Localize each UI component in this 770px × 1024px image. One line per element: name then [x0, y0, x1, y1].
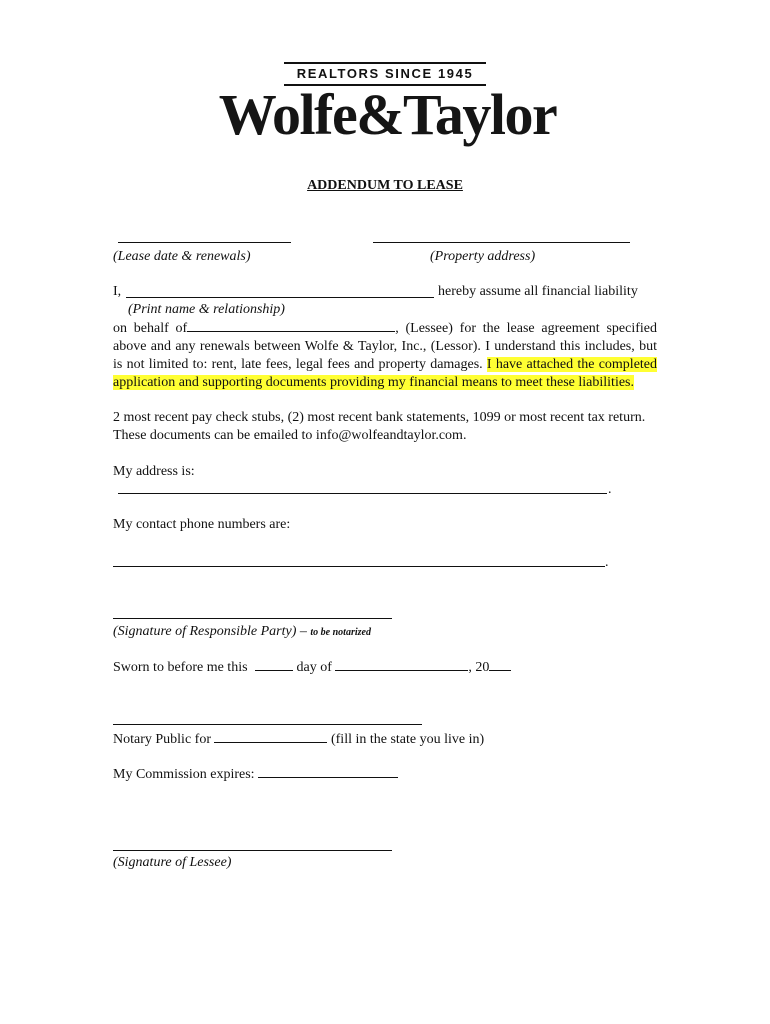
print-name-label: (Print name & relationship)	[128, 302, 285, 317]
phone-period: .	[605, 555, 609, 570]
i-prefix: I,	[113, 284, 122, 299]
behalf-prefix: on behalf of	[113, 321, 188, 336]
commission-label: My Commission expires:	[113, 767, 255, 782]
highlighted-statement: I have attached the completed application and supporting documents providing my financial means to meet these liabilities.	[113, 357, 658, 390]
print-name-field[interactable]	[126, 297, 434, 298]
responsible-signature-text: (Signature of Responsible Party) –	[113, 624, 311, 639]
property-address-field[interactable]	[373, 242, 630, 243]
address-label: My address is:	[113, 464, 195, 479]
notary-suffix: (fill in the state you live in)	[330, 732, 485, 747]
lessee-signature-field[interactable]	[113, 850, 392, 851]
logo-tagline: REALTORS SINCE 1945	[284, 62, 486, 86]
address-field[interactable]	[118, 493, 607, 494]
responsible-signature-label	[113, 623, 371, 642]
commission-statement	[113, 765, 398, 784]
notary-state-field[interactable]	[214, 730, 327, 743]
address-period: .	[608, 482, 612, 497]
lessee-signature-label: (Signature of Lessee)	[113, 855, 232, 870]
sworn-year-label: , 20	[468, 660, 490, 675]
commission-expiry-field[interactable]	[258, 765, 398, 778]
phone-field[interactable]	[113, 566, 605, 567]
notary-prefix: Notary Public for	[113, 732, 211, 747]
notary-signature-field[interactable]	[113, 724, 422, 725]
sworn-day-field[interactable]	[255, 658, 293, 671]
assume-liability-text: hereby assume all financial liability	[438, 284, 638, 299]
notarized-note: to be notarized	[310, 627, 371, 638]
phone-label: My contact phone numbers are:	[113, 517, 291, 532]
property-address-label: (Property address)	[430, 249, 536, 264]
notary-statement	[113, 730, 484, 749]
lease-date-label: (Lease date & renewals)	[113, 249, 251, 264]
sworn-year-field[interactable]	[489, 658, 511, 671]
sworn-statement	[113, 658, 511, 677]
lessee-name-field[interactable]	[187, 319, 395, 332]
sworn-month-field[interactable]	[335, 658, 468, 671]
document-title: ADDENDUM TO LEASE	[307, 178, 463, 193]
sworn-day-label: day of	[296, 660, 332, 675]
documents-paragraph: 2 most recent pay check stubs, (2) most recent bank statements, 1099 or most recent tax return. These documents can be emailed to info@wolfeandtaylor.com.	[113, 410, 646, 443]
liability-paragraph	[113, 319, 657, 392]
sworn-prefix: Sworn to before me this	[113, 660, 248, 675]
company-logo: Wolfe&Taylor	[218, 82, 557, 147]
lease-date-field[interactable]	[118, 242, 291, 243]
responsible-signature-field[interactable]	[113, 618, 392, 619]
behalf-suffix: , (Lessee) for the lease agreement specified above and any renewals between Wolfe & Taylor, Inc., (Lessor). I understand this includes, but is not limited to: rent, late fees, legal fees and property damages.	[113, 321, 657, 372]
